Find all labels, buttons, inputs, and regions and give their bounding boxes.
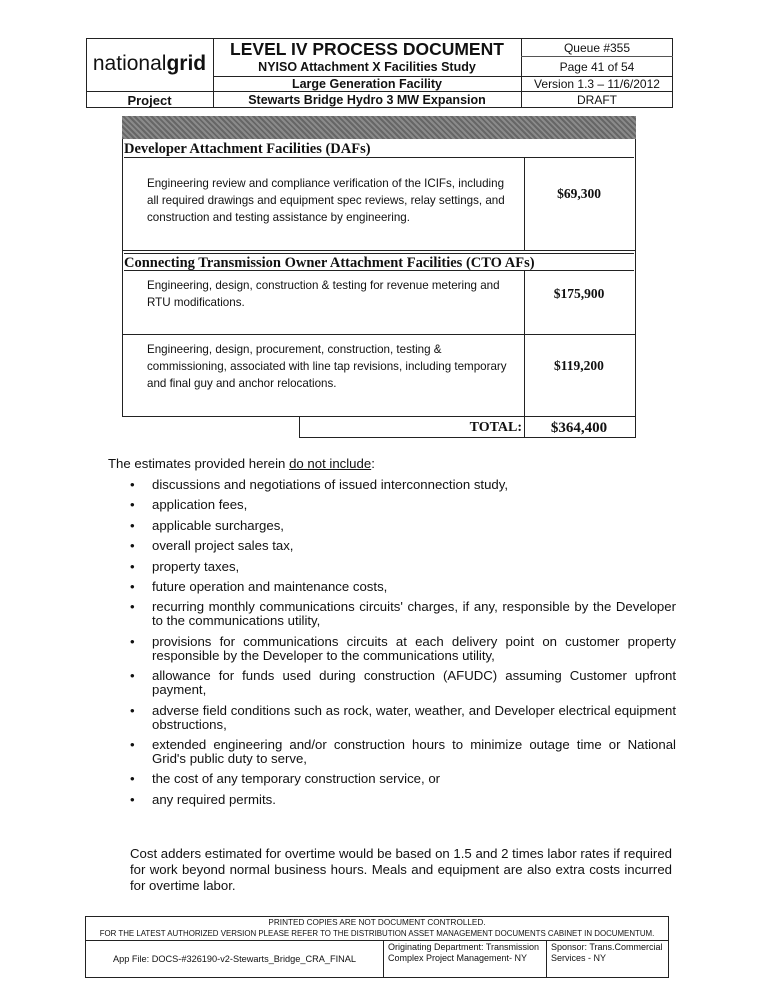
intro-colon: :	[371, 456, 375, 471]
list-item: • discussions and negotiations of issued interconnection study,	[130, 477, 509, 492]
list-item: • property taxes,	[130, 558, 240, 574]
section-heading-cto: Connecting Transmission Owner Attachment Facilities (CTO AFs)	[124, 253, 634, 271]
app-file: App File: DOCS-#326190-v2-Stewarts_Bridge_CRA_FINAL	[112, 954, 357, 964]
total-value: $364,400	[550, 420, 608, 436]
list-item: • future operation and maintenance costs,	[130, 578, 388, 594]
version-info: Version 1.3 – 11/6/2012	[534, 77, 660, 91]
list-item: • the cost of any temporary construction service, or	[130, 771, 441, 787]
footer-divider	[383, 940, 384, 978]
list-item: • adverse field conditions such as rock, water, weather, and Developer electrical equipment obstructions,	[130, 702, 676, 732]
list-item: • recurring monthly communications circuits' charges, if any, responsible by the Developer to the communications utility,	[130, 599, 676, 629]
line-item-amount: $69,300	[557, 186, 601, 201]
status-draft: DRAFT	[577, 93, 617, 107]
logo-text-grid: grid	[166, 52, 207, 75]
line-item-amount: $119,200	[554, 358, 604, 373]
line-item-description: Engineering review and compliance verification of the ICIFs, including all required drawings and equipment spec reviews, relay settings, and construction and testing assistance by engineering.	[147, 177, 505, 224]
cost-table-banner	[122, 116, 636, 139]
list-item: • extended engineering and/or construction hours to minimize outage time or National Grid's public duty to serve,	[130, 736, 676, 766]
list-item: • provisions for communications circuits at each delivery point on customer property responsible by the Developer to the communications utility,	[130, 633, 676, 663]
exclusions-list	[128, 478, 676, 813]
project-label: Project	[127, 92, 172, 108]
intro-text: The estimates provided herein	[108, 456, 290, 471]
row-divider	[122, 250, 636, 251]
project-name: Stewarts Bridge Hydro 3 MW Expansion	[248, 93, 486, 107]
footer-divider	[546, 940, 547, 978]
line-item-description: Engineering, design, construction & testing for revenue metering and RTU modifications.	[147, 279, 500, 309]
line-item-amount: $175,900	[553, 286, 605, 301]
list-item: • overall project sales tax,	[130, 538, 294, 554]
list-item: • any required permits.	[130, 791, 276, 807]
printed-notice: PRINTED COPIES ARE NOT DOCUMENT CONTROLLED.	[268, 918, 486, 927]
queue-number: Queue #355	[563, 40, 631, 55]
sponsor: Sponsor: Trans.Commercial Services - NY	[551, 942, 663, 963]
document-title: LEVEL IV PROCESS DOCUMENT	[230, 38, 504, 59]
section-heading-daf: Developer Attachment Facilities (DAFs)	[124, 140, 634, 158]
intro-underlined: do not include	[289, 456, 372, 471]
overtime-paragraph: Cost adders estimated for overtime would be based on 1.5 and 2 times labor rates if required for work beyond normal business hours. Meals and equipment are also extra costs incurred for overtime labor.	[130, 846, 672, 893]
company-logo	[86, 44, 213, 84]
list-item: • applicable surcharges,	[130, 517, 284, 533]
list-item: • application fees,	[130, 497, 248, 513]
row-divider	[122, 334, 636, 335]
exclusions-intro	[108, 456, 668, 471]
refer-notice: FOR THE LATEST AUTHORIZED VERSION PLEASE REFER TO THE DISTRIBUTION ASSET MANAGEMENT DOCUMENTS CABINET IN DOCUMENTUM.	[99, 929, 655, 938]
originating-department: Originating Department: Transmission Complex Project Management- NY	[388, 942, 540, 963]
facility-type: Large Generation Facility	[291, 77, 443, 91]
list-item: • allowance for funds used during construction (AFUDC) assuming Customer upfront payment,	[130, 668, 676, 698]
document-subtitle: NYISO Attachment X Facilities Study	[258, 59, 476, 74]
line-item-description: Engineering, design, procurement, construction, testing & commissioning, associated with line tap revisions, including temporary and final guy and anchor relocations.	[147, 343, 507, 390]
total-label: TOTAL:	[469, 420, 522, 435]
page-number: Page 41 of 54	[559, 59, 635, 74]
logo-text-national: national	[92, 52, 167, 75]
